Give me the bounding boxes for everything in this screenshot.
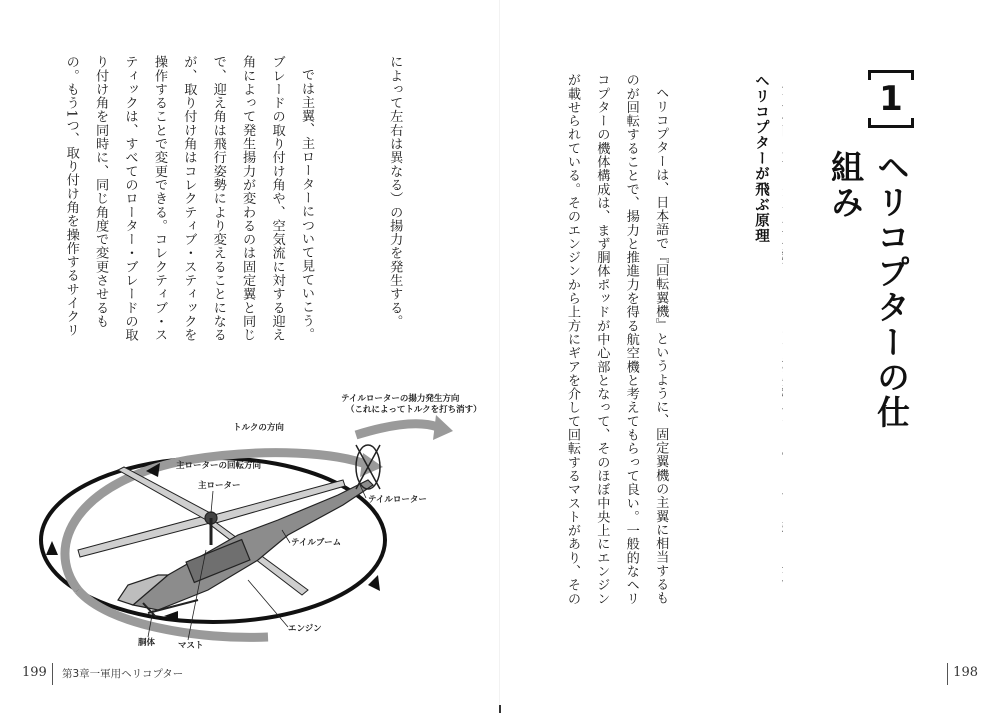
right-footer [500, 663, 1000, 687]
chapter-title: ヘリコプターの仕組み [826, 150, 911, 430]
left-paragraph-1: によって左右は異なる）の揚力を発生する。 [387, 55, 403, 328]
chapter-bracket-bottom [868, 118, 914, 128]
running-head: 第3章一軍用ヘリコプター [62, 668, 184, 680]
left-paragraph-2: では主翼、主ローターについて見ていこう。ブレードの取り付け角や、空気流に対する迎え角によって発生揚力が変わるのは固定翼と同じで、迎え角は飛行姿勢により変えることになるが、取り付け角はコレクティブ・スティックを操作することで変更できる。コレクティブ・スティックは、すべてのローター・ブレードの取り付け角を同時に、同じ角度で変更させるもの。もう1つ、取り付け角を操作するサイクリ [63, 55, 314, 342]
center-crop-mark [499, 705, 501, 713]
intro-paragraph [782, 70, 789, 610]
section-heading: ヘリコプターが飛ぶ原理 [753, 73, 769, 244]
label-tail-lift: テイルローターの揚力発生方向 [341, 394, 460, 404]
chapter-number-box [868, 70, 914, 128]
chapter-intro [782, 70, 848, 610]
chapter-number: 1 [879, 79, 903, 119]
right-page-number: 198 [953, 665, 978, 680]
right-body-text [552, 73, 734, 613]
right-paragraph-1: ヘリコプターは、日本語で『回転翼機』というように、固定翼機の主翼に相当するものが回転することで、揚力と推進力を得る航空機と考えてもらって良い。一般的なヘリコプターの機体構成は、まず胴体ポッドが中心部となって、そのほぼ中央上にエンジンが載せられている。そのエンジンから上方にギアを介して回転するマストがあり、その [564, 73, 669, 606]
label-tail-lift-sub: （これによってトルクを打ち消す） [346, 405, 482, 415]
label-tail-boom: テイルブーム [291, 538, 342, 548]
left-page-number: 199 [22, 665, 47, 680]
label-main-rotor: 主ローター [198, 481, 241, 491]
label-main-rotation: 主ローターの回転方向 [176, 461, 262, 471]
label-mast: マスト [178, 641, 204, 651]
label-fuselage: 胴体 [138, 638, 156, 648]
label-torque: トルクの方向 [233, 423, 284, 433]
footer-divider-right [947, 663, 948, 685]
label-engine: エンジン [288, 624, 322, 634]
label-tail-rotor: テイルローター [368, 495, 427, 505]
